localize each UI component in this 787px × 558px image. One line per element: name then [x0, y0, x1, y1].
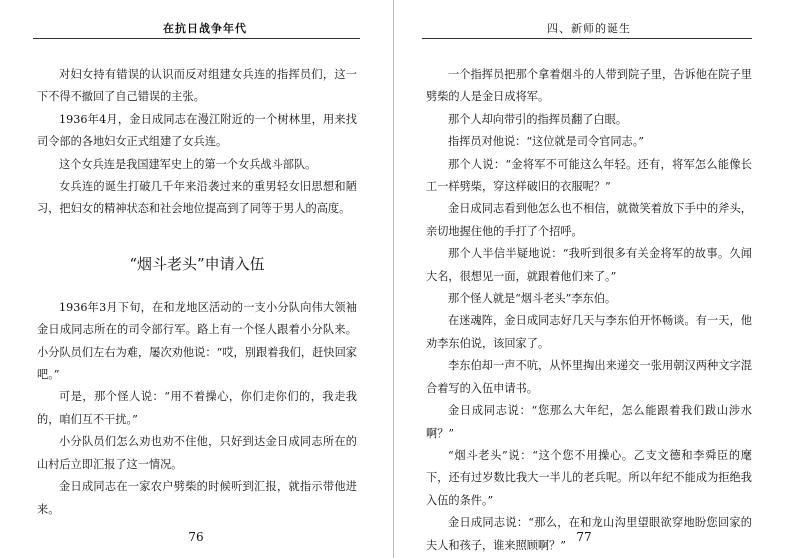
paragraph: 可是，那个怪人说：“用不着操心，你们走你们的，我走我的，咱们互不干扰。”: [37, 390, 357, 426]
paragraph: 小分队员们怎么劝也劝不住他，只好到达金日成同志所在的山村后立即汇报了这一情况。: [37, 435, 357, 471]
paragraph: 金日成同志说：“那么，在和龙山沟里望眼欲穿地盼您回家的夫人和孩子，谁来照顾啊？”: [426, 516, 752, 552]
paragraph: 金日成同志在一家农户劈柴的时候听到汇报，就指示带他进来。: [37, 480, 357, 516]
right-running-header: 四、新师的诞生: [547, 22, 631, 35]
left-header-rule: [33, 38, 360, 39]
paragraph: 那个怪人就是“烟斗老头”李东伯。: [448, 292, 617, 306]
left-page-number: 76: [188, 530, 204, 544]
paragraph: “烟斗老头”说：“这个您不用操心。乙支文德和李舜臣的麾下，还有过岁数比我大一半儿的老兵呢。所以年纪不能成为拒绝我入伍的条件。”: [426, 448, 752, 507]
paragraph: 那个人说：“金将军不可能这么年轻。还有，将军怎么能像长工一样劈柴，穿这样破旧的衣服呢？”: [426, 157, 752, 194]
paragraph: 金日成同志看到他怎么也不相信，就微笑着放下手中的斧头，亲切地握住他的手打了个招呼。: [426, 202, 752, 238]
paragraph: 那个人却向带引的指挥员翻了白眼。: [448, 112, 628, 126]
right-header-rule: [422, 38, 752, 39]
paragraph: 1936年3月下旬，在和龙地区活动的一支小分队向伟大领袖金日成同志所在的司令部行军。路上有一个怪人跟着小分队来。小分队员们左右为难，屡次劝他说：“哎，别跟着我们，赶快回家吧。”: [37, 300, 357, 382]
left-page-body: [37, 64, 357, 521]
paragraph: 这个女兵连是我国建军史上的第一个女兵战斗部队。: [59, 157, 317, 171]
right-page-body: [426, 64, 752, 557]
paragraph: 一个指挥员把那个拿着烟斗的人带到院子里，告诉他在院子里劈柴的人是金日成将军。: [426, 68, 752, 104]
paragraph: 金日成同志说：“您那么大年纪，怎么能跟着我们跋山涉水啊？”: [426, 404, 752, 440]
paragraph: 1936年4月，金日成同志在漫江附近的一个树林里，用来找司令部的各地妇女正式组建了女兵连。: [37, 112, 357, 149]
right-page-number: 77: [576, 530, 592, 544]
paragraph: 女兵连的诞生打破几千年来沿袭过来的重男轻女旧思想和陋习，把妇女的精神状态和社会地位提高到了同等于男人的高度。: [37, 180, 357, 216]
left-page: [0, 0, 393, 558]
paragraph: 对妇女持有错误的认识而反对组建女兵连的指挥员们，这一下不得不撤回了自己错误的主张。: [37, 68, 357, 104]
left-running-header: 在抗日战争年代: [163, 22, 247, 35]
paragraph: 在迷魂阵，金日成同志好几天与李东伯开怀畅谈。有一天，他劝李东伯说，该回家了。: [426, 314, 752, 350]
right-page: [394, 0, 787, 558]
section-title: “烟斗老头”申请入伍: [129, 254, 265, 273]
paragraph: 李东伯却一声不吭，从怀里掏出来递交一张用朝汉两种文字混合着写的入伍申请书。: [426, 359, 752, 395]
paragraph: 指挥员对他说：“这位就是司令官同志。”: [448, 135, 645, 149]
paragraph: 那个人半信半疑地说：“我听到很多有关金将军的故事。久闻大名，很想见一面，就跟着他们来了。”: [426, 247, 752, 283]
